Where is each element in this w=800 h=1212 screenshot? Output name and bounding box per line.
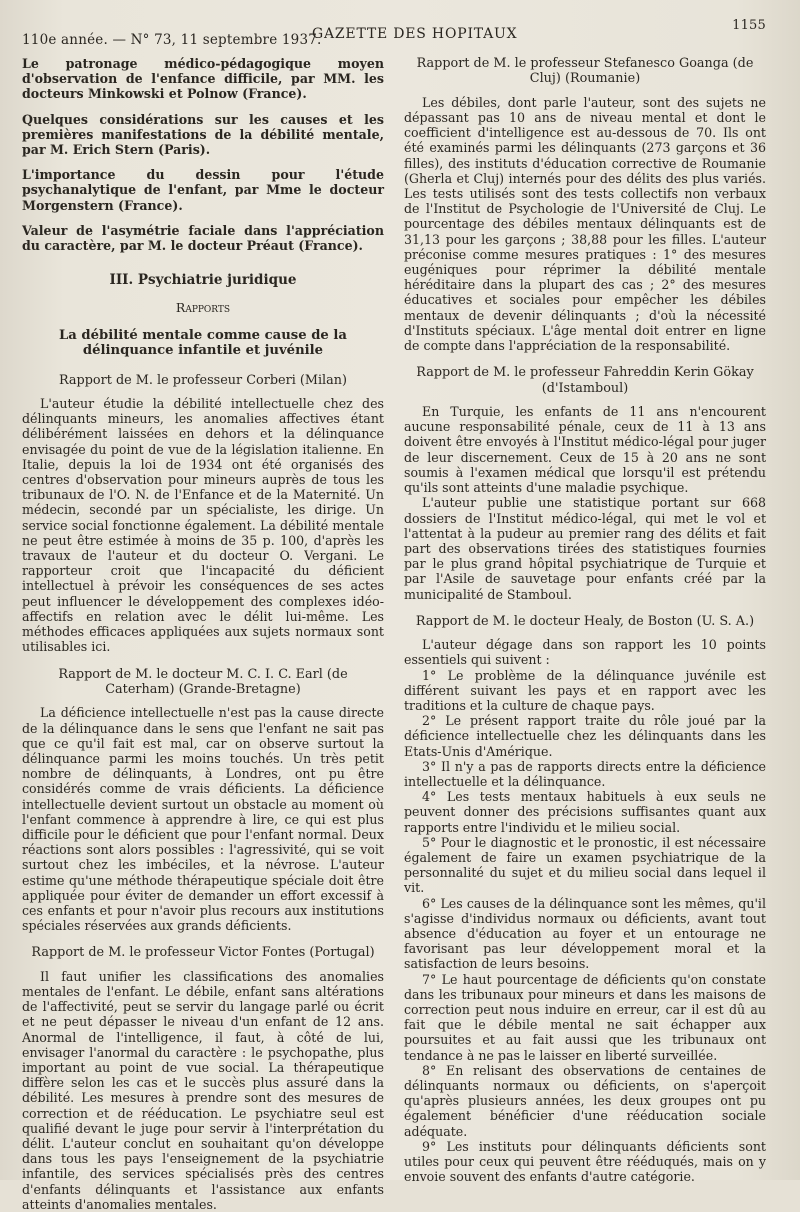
report-point: 6° Les causes de la délinquance sont les mêmes, qu'il s'agisse d'individus normaux ou déficients, avant tout absence d'éducation au foyer et un entourage ne favorisant pas leur développement moral et la satisfaction de leurs besoins. bbox=[404, 895, 766, 972]
issue-info: 110e année. — N° 73, 11 septembre 1937. bbox=[22, 32, 322, 48]
section-subtitle: Rapports bbox=[175, 300, 231, 316]
page-header bbox=[22, 18, 766, 48]
report-heading: Rapport de M. le docteur M. C. I. C. Earl (de Caterham) (Grande-Bretagne) bbox=[58, 666, 348, 697]
announcement: L'importance du dessin pour l'étude psychanalytique de l'enfant, par Mme le docteur Morgenstern (France). bbox=[22, 167, 384, 213]
journal-title: GAZETTE DES HOPITAUX bbox=[312, 26, 518, 42]
section-title: III. Psychiatrie juridique bbox=[109, 272, 297, 289]
report-body: Les débiles, dont parle l'auteur, sont des sujets ne dépassant pas 10 ans de niveau mental et dont le coefficient d'intelligence est au-dessous de 70. Ils ont été examinés parmi les délinquants (273 garçons et 36 filles), des instituts d'éducation corrective de Roumanie (Gherla et Cluj) internés pour des délits des plus variés. Les tests utilisés sont des tests collectifs non verbaux de l'Institut de Psychologie de l'Université de Cluj. Le pourcentage des débiles mentaux délinquants est de 31,13 pour les garçons ; 38,88 pour les filles. L'auteur préconise comme mesures pratiques : 1° des mesures eugéniques pour réprimer la débilité mentale héréditaire dans la plupart des cas ; 2° des mesures éducatives et sociales pour empêcher les débiles mentaux de devenir délinquants ; d'où la nécessité d'Instituts spéciaux. L'âge mental doit entrer en ligne de compte dans l'appréciation de la responsabilité. bbox=[404, 94, 766, 354]
page-number: 1155 bbox=[732, 18, 766, 33]
report-heading: Rapport de M. le professeur Stefanesco Goanga (de Cluj) (Roumanie) bbox=[416, 56, 754, 87]
report-point: 4° Les tests mentaux habituels à eux seuls ne peuvent donner des précisions suffisantes quant aux rapports entre l'individu et le milieu social. bbox=[404, 789, 766, 835]
report-heading: Rapport de M. le professeur Corberi (Milan) bbox=[58, 372, 348, 388]
announcement: Le patronage médico-pédagogique moyen d'observation de l'enfance difficile, par MM. les docteurs Minkowski et Polnow (France). bbox=[22, 56, 384, 102]
report-heading: Rapport de M. le professeur Fahreddin Kerin Gökay (d'Istamboul) bbox=[416, 365, 754, 396]
report-point: 9° Les instituts pour délinquants déficients sont utiles pour ceux qui peuvent être rééduqués, mais on y envoie souvent des enfants d'autre catégorie. bbox=[404, 1138, 766, 1185]
report-body: Il faut unifier les classifications des anomalies mentales de l'enfant. Le débile, enfant sans altérations de l'affectivité, peut se servir du langage parlé ou écrit et ne peut dépasser le niveau d'un enfant de 12 ans. Anormal de l'intelligence, il faut, à côté de lui, envisager l'anormal du caractère : le psychopathe, plus important au point de vue social. La thérapeutique diffère selon les cas et le succès plus assuré dans la débilité. Les mesures à prendre sont des mesures de correction et de rééducation. Le psychiatre seul est qualifié devant le juge pour servir à l'interprétation du délit. L'auteur conclut en souhaitant qu'on développe dans tous les pays l'enseignement de la psychiatrie infantile, des services spécialisés près des centres d'enfants délinquants et l'assistance aux enfants atteints d'anomalies mentales. bbox=[22, 968, 384, 1212]
report-intro: L'auteur dégage dans son rapport les 10 points essentiels qui suivent : bbox=[404, 637, 766, 668]
report-heading: Rapport de M. le docteur Healy, de Boston (U. S. A.) bbox=[415, 613, 755, 629]
right-column bbox=[404, 56, 766, 1185]
announcement: Quelques considérations sur les causes et les premières manifestations de la débilité mentale, par M. Erich Stern (Paris). bbox=[22, 111, 384, 158]
report-point: 1° Le problème de la délinquance juvénile est différent suivant les pays et en rapport avec les traditions et la culture de chaque pays. bbox=[404, 667, 766, 713]
report-point: 3° Il n'y a pas de rapports directs entre la déficience intellectuelle et la délinquance. bbox=[404, 758, 766, 789]
report-point: 7° Le haut pourcentage de déficients qu'on constate dans les tribunaux pour mineurs et dans les maisons de correction peut nous induire en erreur, car il est dû au fait que le débile mental ne sait échapper aux poursuites et au fait aussi que les tribunaux ont tendance à ne pas le laisser en liberté surveillée. bbox=[404, 971, 766, 1063]
report-body: En Turquie, les enfants de 11 ans n'encourent aucune responsabilité pénale, ceux de 11 à 13 ans doivent être envoyés à l'Institut médico-légal pour juger de leur discernement. Ceux de 15 à 20 ans ne sont soumis à l'examen médical que lorsqu'il est prétendu qu'ils sont atteints d'une maladie psychique. bbox=[404, 404, 766, 496]
report-heading: Rapport de M. le professeur Victor Fontes (Portugal) bbox=[31, 945, 375, 961]
article-title: La débilité mentale comme cause de la délinquance infantile et juvénile bbox=[59, 327, 347, 359]
announcement: Valeur de l'asymétrie faciale dans l'appréciation du caractère, par M. le docteur Préaut (France). bbox=[22, 222, 384, 254]
report-point: 2° Le présent rapport traite du rôle joué par la déficience intellectuelle chez les délinquants dans les Etats-Unis d'Amérique. bbox=[404, 713, 766, 759]
report-point: 5° Pour le diagnostic et le pronostic, il est nécessaire également de faire un examen psychiatrique de la personnalité du sujet et du milieu social dans lequel il vit. bbox=[404, 834, 766, 896]
report-body: L'auteur publie une statistique portant sur 668 dossiers de l'Institut médico-légal, qui met le vol et l'attentat à la pudeur au premier rang des délits et fait part des observations tirées des statistiques fournies par le plus grand hôpital psychiatrique de Turquie et par l'Asile de sauvetage pour enfants créé par la municipalité de Stamboul. bbox=[404, 495, 766, 602]
report-body: L'auteur étudie la débilité intellectuelle chez des délinquants mineurs, les anomalies affectives étant délibérément laissées en dehors et la délinquance envisagée du point de vue de la législation italienne. En Italie, depuis la loi de 1934 ont été organisés des centres d'observation pour mineurs auprès de tous les tribunaux de l'O. N. de l'Enfance et de la Maternité. Un médecin, secondé par un spécialiste, les dirige. Un service social fonctionne également. La débilité mentale ne peut être estimée à moins de 35 p. 100, d'après les travaux de l'auteur et du docteur O. Vergani. Le rapporteur croit que l'incapacité du déficient intellectuel à prévoir les conséquences de ses actes peut influencer le développement des complexes idéo-affectifs en relation avec le délit lui-même. Les méthodes efficaces appliquées aux sujets normaux sont utilisables ici. bbox=[22, 396, 384, 655]
report-point: 8° En relisant des observations de centaines de délinquants normaux ou déficients, on s'aperçoit qu'après plusieurs années, les deux groupes ont pu également bénéficier d'une rééducation sociale adéquate. bbox=[404, 1062, 766, 1139]
text-columns bbox=[22, 56, 766, 1212]
report-body: La déficience intellectuelle n'est pas la cause directe de la délinquance dans le sens que l'enfant ne sait pas que ce qu'il fait est mal, car on observe surtout la délinquance parmi les moins touchés. Un très petit nombre de délinquants, à Londres, ont pu être considérés comme de vrais déficients. La déficience intellectuelle devient surtout un obstacle au moment où l'enfant commence à apprendre à lire, ce qui est plus difficile pour le déficient que pour l'enfant normal. Deux réactions sont alors possibles : l'agressivité, qui se voit surtout chez les imbéciles, et la névrose. L'auteur estime qu'une méthode thérapeutique spéciale doit être appliquée pour éviter de demander un effort excessif à ces enfants et pour n'avoir plus recours aux institutions spéciales réservées aux grands déficients. bbox=[22, 705, 384, 934]
left-column bbox=[22, 56, 384, 1212]
